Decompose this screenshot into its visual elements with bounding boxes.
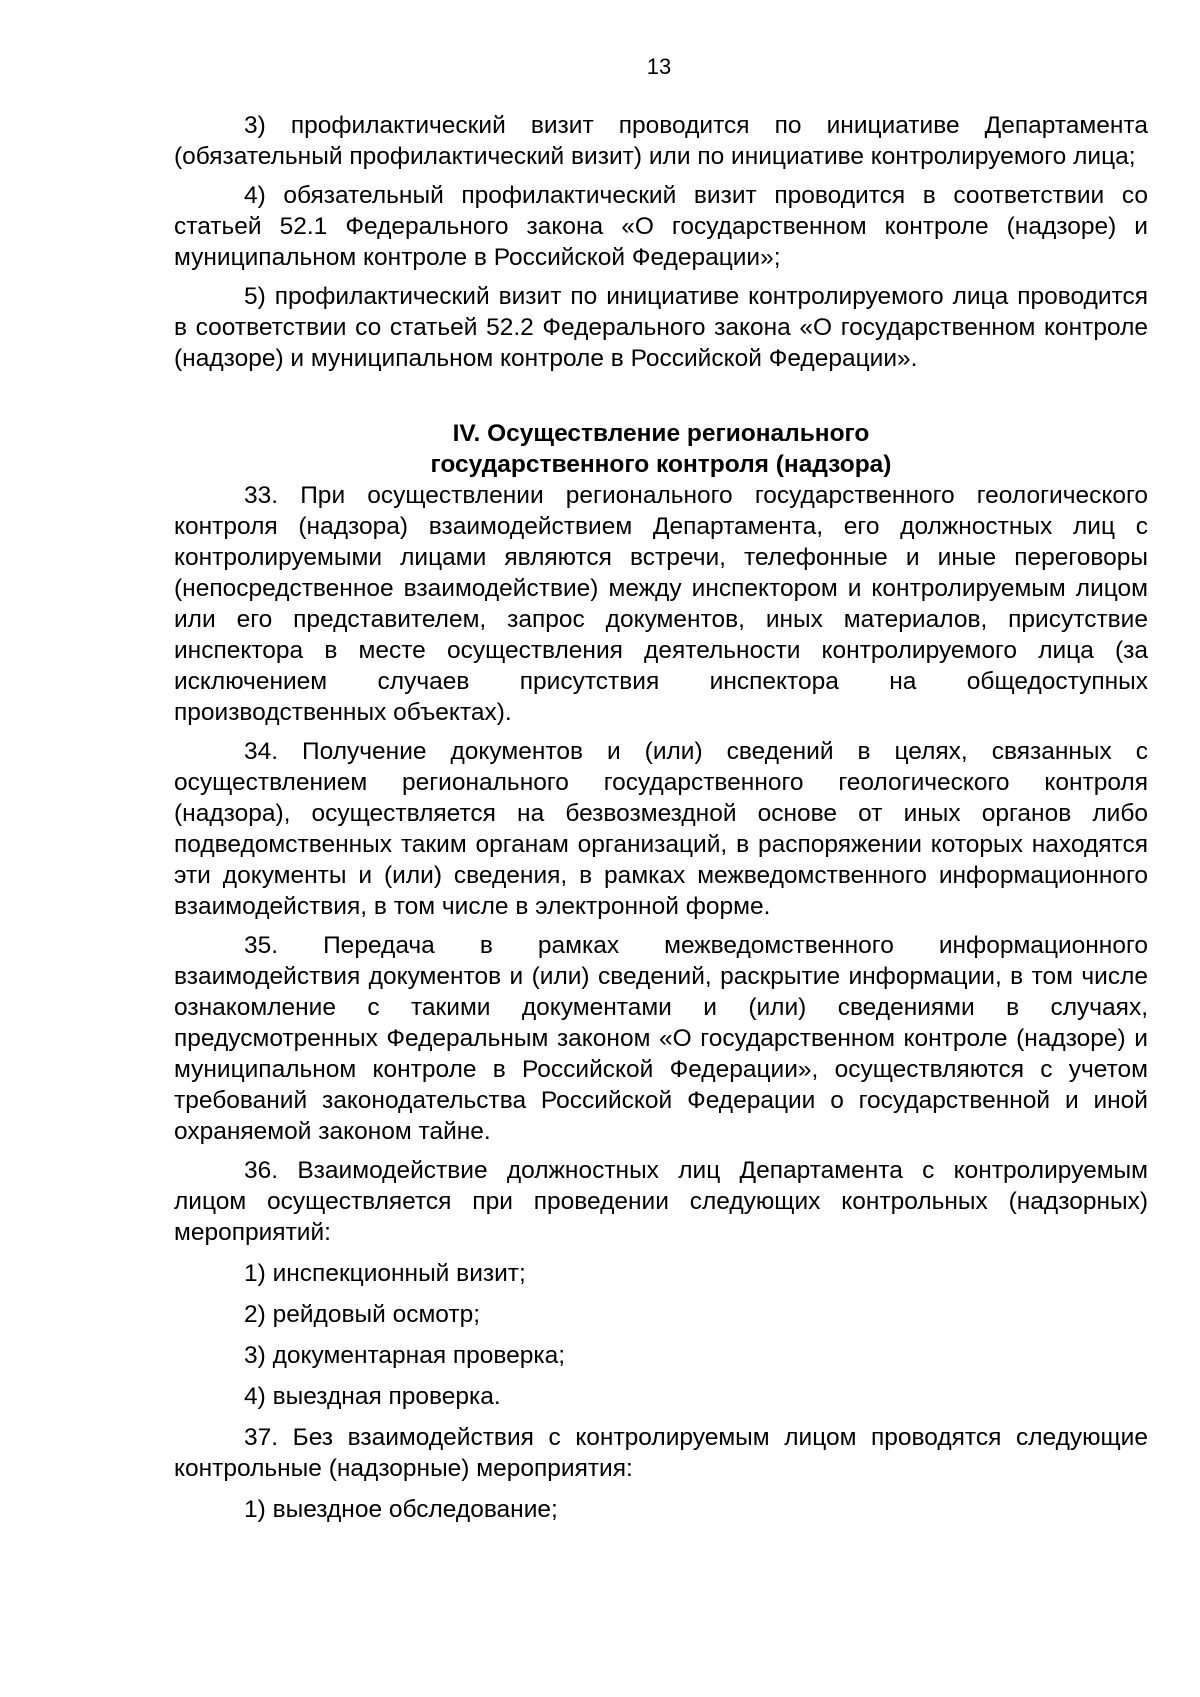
page-number: 13 xyxy=(646,54,672,79)
paragraph-4: 4) обязательный профилактический визит проводится в соответствии со статьей 52.1 Федерального закона «О государственном контроле (надзоре) и муниципальном контроле в Российской Федерации»; xyxy=(174,182,1148,271)
paragraph-35: 35. Передача в рамках межведомственного информационного взаимодействия документов и (или) сведений, раскрытие информации, в том числе ознакомление с такими документами и (или) сведениями в случаях, предусмотренных Федеральным законом «О государственном контроле (надзоре) и муниципальном контроле в Российской Федерации», осуществляются с учетом требований законодательства Российской Федерации о государственной и иной охраняемой законом тайне. xyxy=(174,932,1148,1145)
list-item-36-4: 4) выездная проверка. xyxy=(244,1383,501,1410)
paragraph-36: 36. Взаимодействие должностных лиц Департамента с контролируемым лицом осуществляется при проведении следующих контрольных (надзорных) мероприятий: xyxy=(174,1157,1148,1246)
list-item-36-1: 1) инспекционный визит; xyxy=(244,1260,526,1287)
section-heading xyxy=(174,418,1148,480)
paragraph-33: 33. При осуществлении регионального государственного геологического контроля (надзора) взаимодействием Департамента, его должностных лиц с контролируемыми лицами являются встречи, телефонные и иные переговоры (непосредственное взаимодействие) между инспектором и контролируемым лицом или его представителем, запрос документов, иных материалов, присутствие инспектора в месте осуществления деятельности контролируемого лица (за исключением случаев присутствия инспектора на общедоступных производственных объектах). xyxy=(174,482,1148,726)
paragraph-34: 34. Получение документов и (или) сведений в целях, связанных с осуществлением регионального государственного геологического контроля (надзора), осуществляется на безвозмездной основе от иных органов либо подведомственных таким органам организаций, в распоряжении которых находятся эти документы и (или) сведения, в рамках межведомственного информационного взаимодействия, в том числе в электронной форме. xyxy=(174,738,1148,920)
paragraph-37: 37. Без взаимодействия с контролируемым лицом проводятся следующие контрольные (надзорные) мероприятия: xyxy=(174,1424,1148,1482)
list-item-36-2: 2) рейдовый осмотр; xyxy=(244,1301,481,1328)
section-heading-line-1: IV. Осуществление регионального xyxy=(452,420,870,447)
paragraph-3: 3) профилактический визит проводится по инициативе Департамента (обязательный профилактический визит) или по инициативе контролируемого лица; xyxy=(174,112,1148,170)
list-item-36-3: 3) документарная проверка; xyxy=(244,1342,566,1369)
list-item-37-1: 1) выездное обследование; xyxy=(244,1496,558,1523)
section-heading-line-2: государственного контроля (надзора) xyxy=(430,451,892,478)
document-body xyxy=(174,110,1148,1535)
paragraph-5: 5) профилактический визит по инициативе контролируемого лица проводится в соответствии со статьей 52.2 Федерального закона «О государственном контроле (надзоре) и муниципальном контроле в Российской Федерации». xyxy=(174,283,1148,372)
